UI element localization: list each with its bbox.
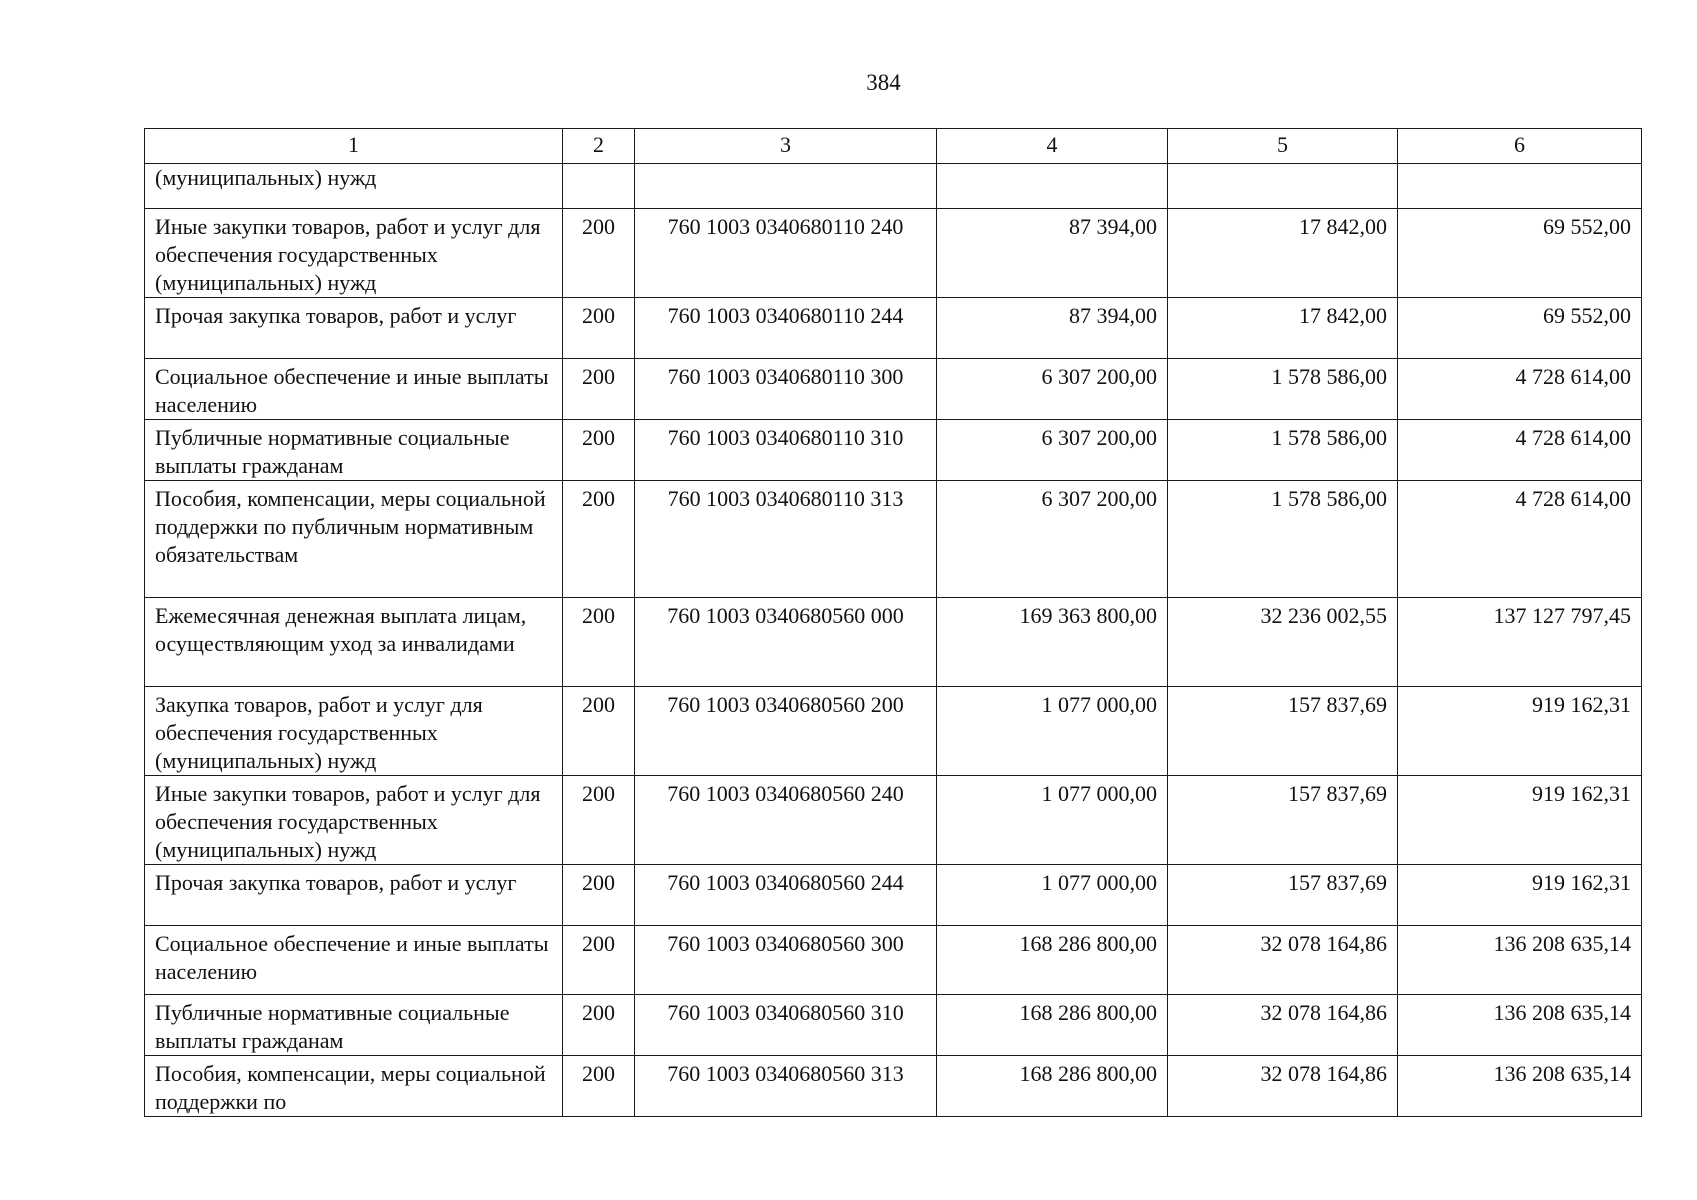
row-value-cell (1168, 164, 1398, 209)
table-row (145, 298, 1642, 359)
row-value-cell: 168 286 800,00 (937, 1056, 1168, 1117)
table-row (145, 420, 1642, 481)
row-value-cell: 168 286 800,00 (937, 926, 1168, 995)
row-value-cell: 17 842,00 (1168, 298, 1398, 359)
table-row (145, 995, 1642, 1056)
row-name-cell: Прочая закупка товаров, работ и услуг (145, 865, 563, 926)
row-code-cell: 200 (563, 420, 635, 481)
column-header: 1 (145, 129, 563, 164)
row-code-cell: 200 (563, 598, 635, 687)
row-value-cell: 1 077 000,00 (937, 776, 1168, 865)
row-name-cell: Публичные нормативные социальные выплаты гражданам (145, 995, 563, 1056)
row-value-cell: 169 363 800,00 (937, 598, 1168, 687)
table-row (145, 1056, 1642, 1117)
row-name-cell: Социальное обеспечение и иные выплаты населению (145, 359, 563, 420)
row-value-cell: 6 307 200,00 (937, 481, 1168, 598)
row-classification-cell: 760 1003 0340680560 240 (635, 776, 937, 865)
row-name-cell: Социальное обеспечение и иные выплаты населению (145, 926, 563, 995)
row-code-cell: 200 (563, 687, 635, 776)
row-code-cell: 200 (563, 359, 635, 420)
row-value-cell: 919 162,31 (1398, 687, 1642, 776)
row-value-cell: 157 837,69 (1168, 865, 1398, 926)
row-value-cell: 1 578 586,00 (1168, 481, 1398, 598)
column-header: 2 (563, 129, 635, 164)
row-name-cell: Пособия, компенсации, меры социальной поддержки по (145, 1056, 563, 1117)
row-value-cell: 4 728 614,00 (1398, 359, 1642, 420)
row-value-cell: 32 078 164,86 (1168, 995, 1398, 1056)
column-header: 5 (1168, 129, 1398, 164)
row-value-cell: 87 394,00 (937, 209, 1168, 298)
row-value-cell: 1 077 000,00 (937, 865, 1168, 926)
table-row (145, 164, 1642, 209)
row-value-cell: 69 552,00 (1398, 298, 1642, 359)
row-value-cell: 6 307 200,00 (937, 359, 1168, 420)
row-code-cell: 200 (563, 1056, 635, 1117)
row-value-cell: 69 552,00 (1398, 209, 1642, 298)
column-header: 3 (635, 129, 937, 164)
row-name-cell: Ежемесячная денежная выплата лицам, осуществляющим уход за инвалидами (145, 598, 563, 687)
row-name-cell: Закупка товаров, работ и услуг для обеспечения государственных (муниципальных) нужд (145, 687, 563, 776)
page-number: 384 (866, 70, 901, 95)
row-value-cell: 157 837,69 (1168, 687, 1398, 776)
row-code-cell: 200 (563, 209, 635, 298)
row-classification-cell: 760 1003 0340680560 244 (635, 865, 937, 926)
row-value-cell: 1 578 586,00 (1168, 359, 1398, 420)
row-value-cell: 1 077 000,00 (937, 687, 1168, 776)
row-value-cell: 157 837,69 (1168, 776, 1398, 865)
table-header-row (145, 129, 1642, 164)
row-value-cell: 136 208 635,14 (1398, 926, 1642, 995)
row-code-cell: 200 (563, 481, 635, 598)
row-name-cell: (муниципальных) нужд (145, 164, 563, 209)
table-row (145, 926, 1642, 995)
row-value-cell: 136 208 635,14 (1398, 995, 1642, 1056)
row-code-cell: 200 (563, 776, 635, 865)
row-value-cell: 919 162,31 (1398, 865, 1642, 926)
row-classification-cell: 760 1003 0340680110 244 (635, 298, 937, 359)
row-value-cell (1398, 164, 1642, 209)
row-classification-cell (635, 164, 937, 209)
row-value-cell: 6 307 200,00 (937, 420, 1168, 481)
table-row (145, 687, 1642, 776)
row-value-cell (937, 164, 1168, 209)
row-name-cell: Пособия, компенсации, меры социальной поддержки по публичным нормативным обязательствам (145, 481, 563, 598)
budget-table (144, 128, 1642, 1117)
row-value-cell: 32 236 002,55 (1168, 598, 1398, 687)
table-row (145, 776, 1642, 865)
row-classification-cell: 760 1003 0340680560 313 (635, 1056, 937, 1117)
row-value-cell: 136 208 635,14 (1398, 1056, 1642, 1117)
table-row (145, 359, 1642, 420)
row-classification-cell: 760 1003 0340680110 240 (635, 209, 937, 298)
row-name-cell: Прочая закупка товаров, работ и услуг (145, 298, 563, 359)
row-value-cell: 87 394,00 (937, 298, 1168, 359)
table-row (145, 209, 1642, 298)
row-classification-cell: 760 1003 0340680560 310 (635, 995, 937, 1056)
row-value-cell: 4 728 614,00 (1398, 420, 1642, 481)
row-code-cell: 200 (563, 995, 635, 1056)
row-code-cell: 200 (563, 298, 635, 359)
table-row (145, 598, 1642, 687)
row-code-cell (563, 164, 635, 209)
row-name-cell: Публичные нормативные социальные выплаты гражданам (145, 420, 563, 481)
row-value-cell: 17 842,00 (1168, 209, 1398, 298)
row-value-cell: 32 078 164,86 (1168, 926, 1398, 995)
column-header: 4 (937, 129, 1168, 164)
row-code-cell: 200 (563, 865, 635, 926)
row-name-cell: Иные закупки товаров, работ и услуг для обеспечения государственных (муниципальных) нужд (145, 209, 563, 298)
row-classification-cell: 760 1003 0340680560 200 (635, 687, 937, 776)
row-classification-cell: 760 1003 0340680110 300 (635, 359, 937, 420)
row-code-cell: 200 (563, 926, 635, 995)
row-classification-cell: 760 1003 0340680560 000 (635, 598, 937, 687)
table-row (145, 481, 1642, 598)
row-classification-cell: 760 1003 0340680560 300 (635, 926, 937, 995)
row-classification-cell: 760 1003 0340680110 313 (635, 481, 937, 598)
row-classification-cell: 760 1003 0340680110 310 (635, 420, 937, 481)
row-value-cell: 137 127 797,45 (1398, 598, 1642, 687)
row-name-cell: Иные закупки товаров, работ и услуг для обеспечения государственных (муниципальных) нужд (145, 776, 563, 865)
row-value-cell: 4 728 614,00 (1398, 481, 1642, 598)
row-value-cell: 919 162,31 (1398, 776, 1642, 865)
row-value-cell: 1 578 586,00 (1168, 420, 1398, 481)
row-value-cell: 32 078 164,86 (1168, 1056, 1398, 1117)
row-value-cell: 168 286 800,00 (937, 995, 1168, 1056)
table-row (145, 865, 1642, 926)
column-header: 6 (1398, 129, 1642, 164)
